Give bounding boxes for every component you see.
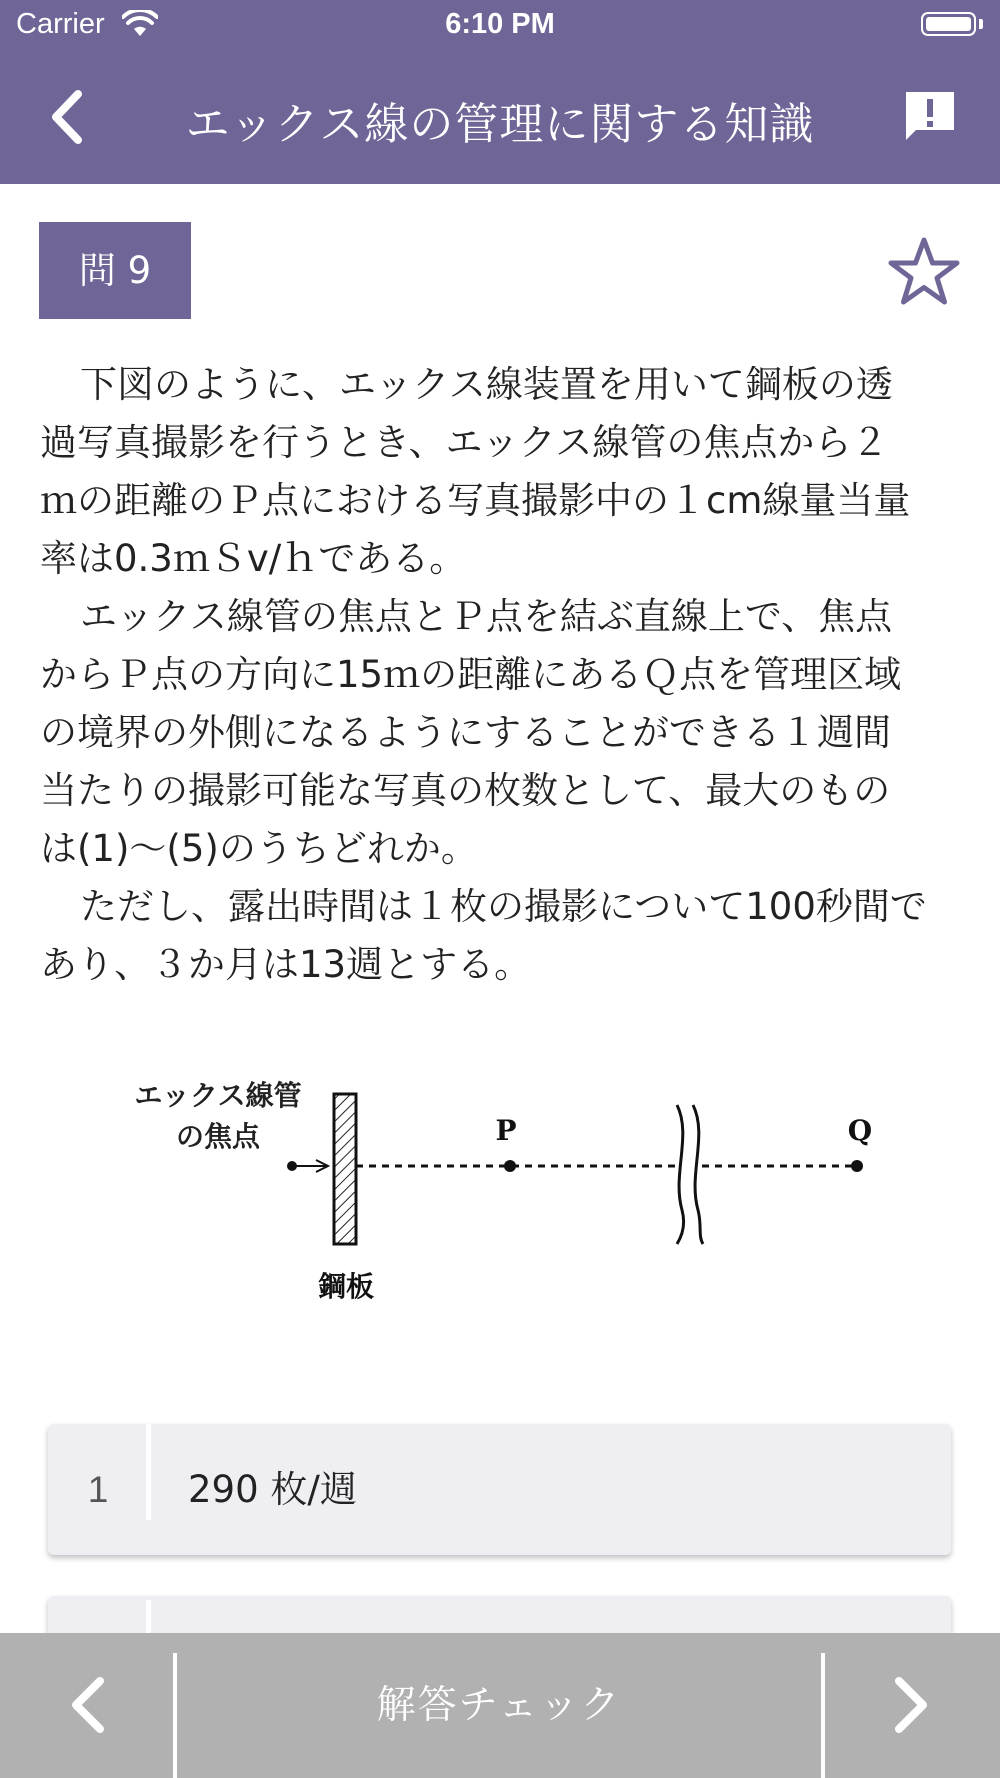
question-line: ただし、露出時間は１枚の撮影について100秒間で [80,885,927,928]
question-number-badge: 問 9 [39,222,191,319]
check-answer-button[interactable]: 解答チェック [376,1683,622,1728]
clock: 6:10 PM [445,8,555,40]
star-outline-icon[interactable] [888,236,960,308]
question-line: 過写真撮影を行うとき、エックス線管の焦点から２ [40,421,889,464]
report-icon[interactable] [902,88,958,144]
question-text [40,356,962,994]
figure-plate-label: 鋼板 [317,1270,375,1303]
chevron-left-icon[interactable] [0,1633,175,1778]
choice-number: 1 [87,1469,109,1510]
break-mark [693,1105,703,1244]
status-bar [0,0,1000,50]
figure-source-label: エックス線管 [134,1079,302,1112]
break-mark [677,1105,684,1244]
choice-divider [146,1424,151,1520]
battery-icon [921,12,976,36]
question-line: からＰ点の方向に15ｍの距離にあるＱ点を管理区域 [40,653,902,696]
question-line: 率は0.3ｍＳv/ｈである。 [40,537,467,580]
question-line: エックス線管の焦点とＰ点を結ぶ直線上で、焦点 [80,595,893,638]
question-line: あり、３か月は13週とする。 [40,943,532,986]
question-line: は(1)～(5)のうちどれか。 [40,827,478,870]
figure-source-label: の焦点 [175,1120,261,1153]
question-line: 当たりの撮影可能な写真の枚数として、最大のもの [40,769,891,812]
point-p [504,1160,516,1172]
question-line: ｍの距離のＰ点における写真撮影中の１cm線量当量 [40,479,911,522]
question-line: の境界の外側になるようにすることができる１週間 [40,711,891,754]
choice-text: 290 枚/週 [188,1468,357,1511]
choice-item[interactable] [48,1424,951,1555]
point-p-label: P [495,1114,517,1147]
point-q [851,1160,863,1172]
point-q-label: Q [847,1114,873,1147]
chevron-right-icon[interactable] [825,1633,1000,1778]
chevron-left-icon[interactable] [40,82,96,152]
bottom-toolbar [0,1633,1000,1778]
steel-plate [334,1094,356,1244]
page-title: エックス線の管理に関する知識 [185,99,815,150]
question-line: 下図のように、エックス線装置を用いて鋼板の透 [80,363,893,406]
battery-cap [979,19,983,29]
app-header [0,0,1000,184]
carrier-label: Carrier [16,8,105,40]
question-figure [90,1060,910,1320]
